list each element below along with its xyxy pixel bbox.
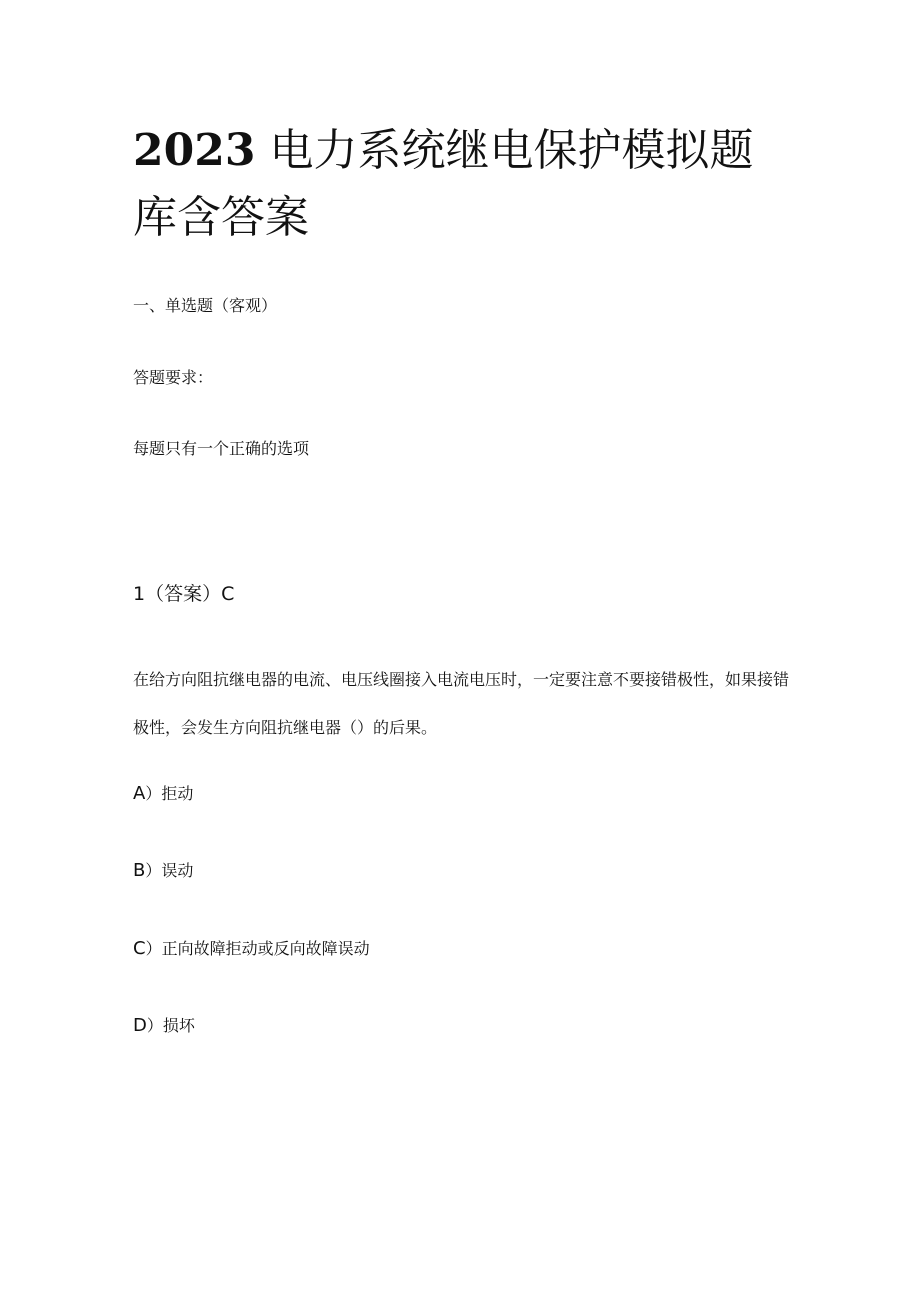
option-letter: B	[133, 860, 146, 881]
title-text: 电力系统继电保护模拟题库含答案	[133, 125, 754, 243]
option-separator: ）	[145, 784, 162, 803]
option-a	[133, 783, 193, 805]
answer-tag: （答案）	[145, 583, 222, 605]
option-separator: ）	[145, 939, 162, 958]
option-text: 拒动	[161, 784, 194, 803]
option-letter: C	[133, 938, 146, 959]
option-letter: A	[133, 783, 146, 804]
question-number: 1	[133, 583, 146, 605]
title-year: 2023	[133, 125, 256, 176]
option-text: 损坏	[162, 1016, 195, 1035]
option-b	[133, 860, 193, 882]
document-title	[133, 117, 793, 251]
option-text: 正向故障拒动或反向故障误动	[161, 939, 370, 958]
option-text: 误动	[161, 861, 194, 880]
option-separator: ）	[145, 861, 162, 880]
option-letter: D	[133, 1015, 147, 1036]
option-d	[133, 1015, 195, 1037]
question-answer-line	[133, 583, 234, 605]
section-heading: 一、单选题（客观）	[133, 296, 278, 315]
option-separator: ）	[146, 1016, 163, 1035]
answer-letter: C	[221, 583, 235, 605]
requirement-label: 答题要求：	[133, 368, 214, 387]
question-stem: 在给方向阻抗继电器的电流、电压线圈接入电流电压时，一定要注意不要接错极性，如果接错极性，会发生方向阻抗继电器（）的后果。	[133, 670, 790, 737]
requirement-text: 每题只有一个正确的选项	[133, 439, 310, 458]
option-c	[133, 938, 370, 960]
